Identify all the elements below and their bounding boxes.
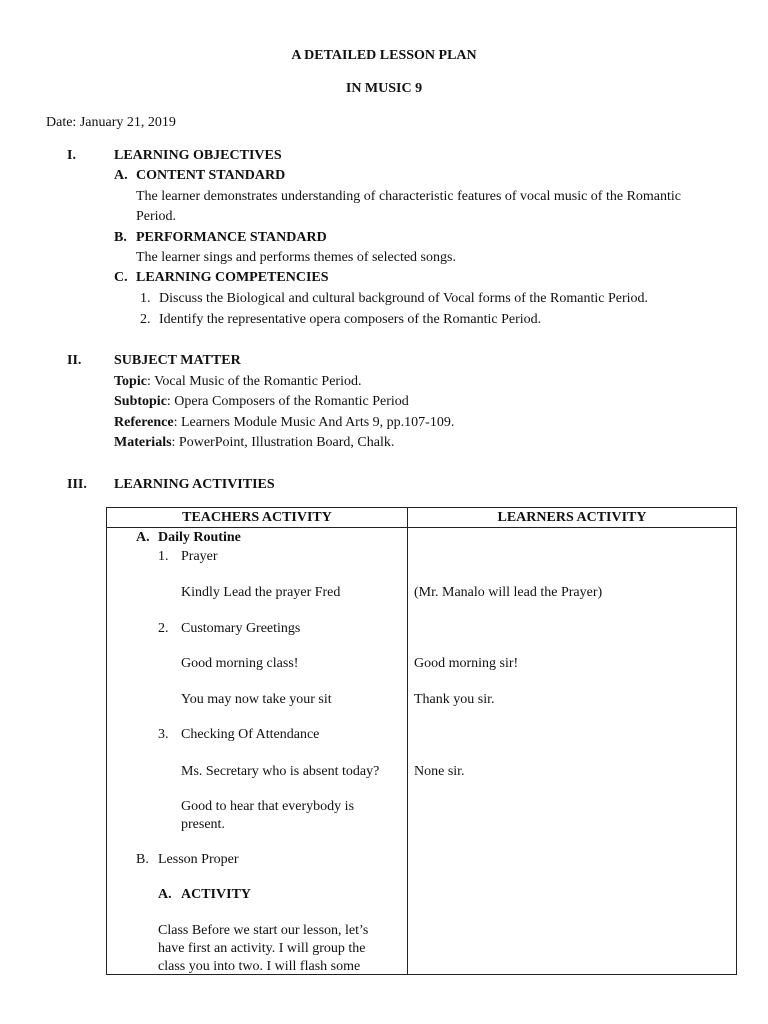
materials-line	[114, 434, 394, 452]
performance-standard-heading: PERFORMANCE STANDARD	[136, 230, 327, 245]
date-line: Date: January 21, 2019	[46, 115, 176, 130]
prayer-response: (Mr. Manalo will lead the Prayer)	[414, 585, 603, 600]
prayer-number: 1.	[158, 549, 169, 564]
subtopic-value: : Opera Composers of the Romantic Period	[166, 394, 409, 409]
subtopic-line	[114, 393, 409, 411]
prayer-item: Prayer	[181, 549, 218, 564]
competency-number-2: 2.	[140, 312, 151, 327]
lesson-proper-label: B.	[136, 852, 149, 867]
table-row	[107, 528, 737, 975]
section-1-heading: LEARNING OBJECTIVES	[114, 148, 282, 163]
content-standard-heading: CONTENT STANDARD	[136, 168, 286, 183]
topic-label: Topic	[114, 374, 147, 389]
section-3-number: III.	[67, 477, 87, 492]
activity-heading: ACTIVITY	[181, 887, 252, 902]
materials-value: : PowerPoint, Illustration Board, Chalk.	[171, 435, 395, 450]
competency-text-2: Identify the representative opera composers of the Romantic Period.	[159, 312, 542, 327]
table-header-row	[107, 508, 737, 528]
learning-competencies-label: C.	[114, 270, 128, 285]
section-2-heading: SUBJECT MATTER	[114, 353, 241, 368]
section-3-heading: LEARNING ACTIVITIES	[114, 477, 275, 492]
learning-activities-table	[106, 507, 737, 975]
daily-routine-label: A.	[136, 530, 150, 545]
greeting-response: Good morning sir!	[414, 656, 519, 671]
prayer-instruction: Kindly Lead the prayer Fred	[181, 585, 341, 600]
learners-activity-header: LEARNERS ACTIVITY	[408, 508, 737, 528]
attendance-number: 3.	[158, 727, 169, 742]
sit-line: You may now take your sit	[181, 692, 332, 707]
subtopic-label: Subtopic	[114, 394, 167, 409]
greetings-item: Customary Greetings	[181, 621, 301, 636]
performance-standard-text: The learner sings and performs themes of selected songs.	[136, 250, 456, 265]
content-standard-text-line1: The learner demonstrates understanding of characteristic features of vocal music of the Romantic	[136, 189, 682, 204]
learners-activity-cell	[408, 528, 737, 975]
learning-competencies-heading: LEARNING COMPETENCIES	[136, 270, 329, 285]
absent-question: Ms. Secretary who is absent today?	[181, 764, 380, 779]
materials-label: Materials	[114, 435, 172, 450]
topic-line	[114, 373, 361, 391]
section-2-number: II.	[67, 353, 82, 368]
daily-routine-heading: Daily Routine	[158, 530, 241, 545]
document-subtitle: IN MUSIC 9	[345, 81, 423, 96]
performance-standard-label: B.	[114, 230, 127, 245]
reference-value: : Learners Module Music And Arts 9, pp.107-109.	[173, 415, 455, 430]
document-title: A DETAILED LESSON PLAN	[291, 48, 477, 63]
sit-response: Thank you sir.	[414, 692, 495, 707]
competency-text-1: Discuss the Biological and cultural background of Vocal forms of the Romantic Period.	[159, 291, 648, 306]
attendance-item: Checking Of Attendance	[181, 727, 320, 742]
greetings-number: 2.	[158, 621, 169, 636]
section-1-number: I.	[67, 148, 76, 163]
reference-label: Reference	[114, 415, 174, 430]
greeting-line: Good morning class!	[181, 656, 299, 671]
teachers-activity-header: TEACHERS ACTIVITY	[107, 508, 408, 528]
lesson-proper-heading: Lesson Proper	[158, 852, 239, 867]
present-line-1: Good to hear that everybody is	[181, 799, 355, 814]
activity-label: A.	[158, 887, 172, 902]
present-line-2: present.	[181, 817, 225, 832]
teachers-activity-cell	[107, 528, 408, 975]
absent-response: None sir.	[414, 764, 465, 779]
competency-number-1: 1.	[140, 291, 151, 306]
activity-text-line-2: have first an activity. I will group the	[158, 941, 366, 956]
content-standard-text-line2: Period.	[136, 209, 177, 224]
reference-line	[114, 414, 454, 432]
content-standard-label: A.	[114, 168, 128, 183]
topic-value: : Vocal Music of the Romantic Period.	[146, 374, 362, 389]
activity-text-line-3: class you into two. I will flash some	[158, 959, 361, 974]
activity-text-line-1: Class Before we start our lesson, let’s	[158, 923, 369, 938]
